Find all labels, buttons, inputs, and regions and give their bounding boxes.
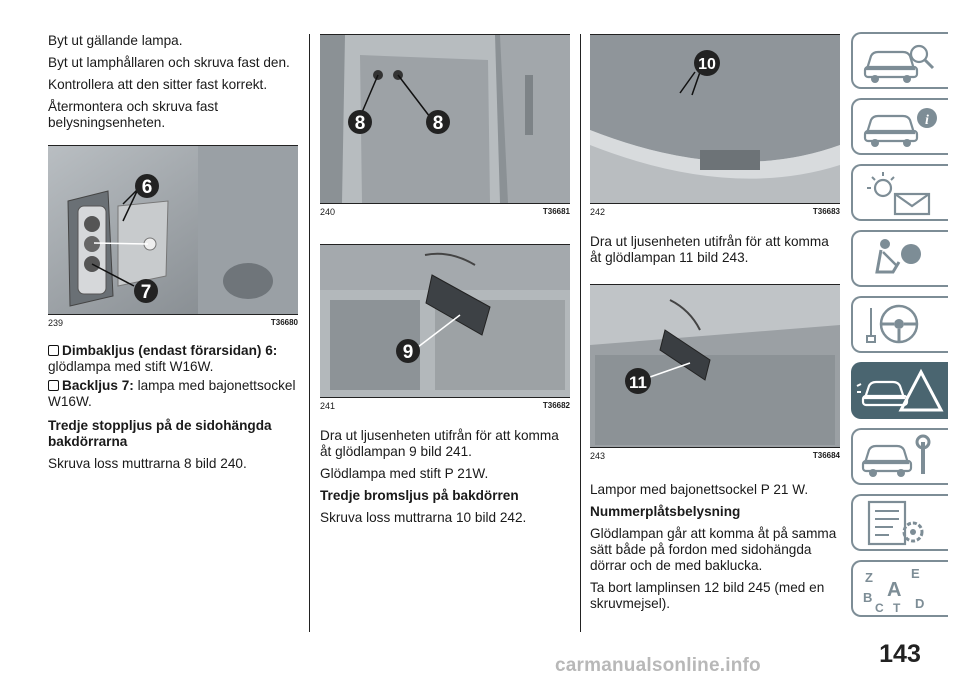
figure-code: T36684 <box>812 451 840 460</box>
callout-7 <box>134 279 158 303</box>
figure-242 <box>590 34 840 204</box>
svg-text:Z: Z <box>865 570 873 585</box>
instruction-text: Dra ut ljusenheten utifrån för att komma åt glödlampan 9 bild 241. <box>320 428 559 459</box>
tab-knowing-vehicle[interactable] <box>851 32 948 89</box>
tab-servicing-care[interactable] <box>851 428 948 485</box>
figure-code: T36682 <box>542 401 570 410</box>
watermark-text: carmanualsonline.info <box>555 655 761 676</box>
svg-text:6: 6 <box>141 177 153 198</box>
callout-8a <box>348 110 372 134</box>
figure-caption <box>320 398 570 412</box>
figure-caption <box>590 448 840 462</box>
instruction-text: Kontrollera att den sitter fast korrekt. <box>48 77 268 92</box>
page-number: 143 <box>879 640 921 668</box>
section-heading: Tredje bromsljus på bakdörren <box>320 488 519 503</box>
instruction-text: Dra ut ljusenheten utifrån för att komma åt glödlampan 11 bild 243. <box>590 234 829 265</box>
car-magnifier-icon <box>853 34 948 87</box>
figure-number: 240 <box>320 207 336 217</box>
column-1 <box>48 0 298 472</box>
callout-9 <box>396 339 420 363</box>
instruction-text: Skruva loss muttrarna 8 bild 240. <box>48 456 247 471</box>
figure-239 <box>48 145 298 315</box>
instruction-text: Glödlampa med stift P 21W. <box>320 466 489 481</box>
figure-number: 243 <box>590 451 606 461</box>
svg-text:C: C <box>875 601 884 615</box>
callout-6 <box>135 174 159 198</box>
tab-emergency[interactable] <box>851 362 948 419</box>
column-divider <box>580 34 581 632</box>
svg-text:A: A <box>887 579 902 601</box>
figure-code: T36681 <box>542 207 570 216</box>
figure-number: 241 <box>320 401 336 411</box>
callout-11 <box>625 368 651 394</box>
instruction-text: Återmontera och skruva fast belysningsenheten. <box>48 99 218 130</box>
figure-caption <box>590 204 840 218</box>
steering-wheel-icon <box>853 298 948 351</box>
figure-241 <box>320 244 570 398</box>
instruction-text: Byt ut gällande lampa. <box>48 33 183 48</box>
svg-text:E: E <box>911 566 920 581</box>
svg-text:B: B <box>863 590 873 605</box>
section-heading: Tredje stoppljus på de sidohängda bakdörrarna <box>48 418 272 449</box>
car-wrench-icon <box>853 430 948 483</box>
tailgate-light-unit-image <box>590 285 840 447</box>
figure-caption <box>320 204 570 218</box>
bullet-reverse-light: Backljus 7: lampa med bajonettsockel W16W. <box>48 378 296 409</box>
figure-number: 239 <box>48 318 64 328</box>
specifications-gear-icon <box>853 496 948 549</box>
callout-8b <box>426 110 450 134</box>
rear-light-cluster-image <box>48 146 298 314</box>
checkbox-bullet-icon <box>48 380 59 391</box>
instruction-text: Byt ut lamphållaren och skruva fast den. <box>48 55 290 70</box>
tab-starting-driving[interactable] <box>851 296 948 353</box>
figure-caption <box>48 315 298 329</box>
figure-code: T36680 <box>270 318 298 327</box>
svg-text:D: D <box>915 596 925 611</box>
svg-text:9: 9 <box>402 342 414 363</box>
tab-safety[interactable] <box>851 230 948 287</box>
car-info-icon <box>853 100 948 153</box>
instruction-text: Skruva loss muttrarna 10 bild 242. <box>320 510 527 525</box>
instruction-text: Glödlampan går att komma åt på samma sätt både på fordon med sidohängda dörrar och de med baklucka. <box>590 526 837 573</box>
tab-dashboard[interactable] <box>851 98 948 155</box>
column-divider <box>309 34 310 632</box>
svg-text:i: i <box>925 113 929 128</box>
svg-text:11: 11 <box>629 373 647 392</box>
column-2 <box>320 0 570 526</box>
car-breakdown-warning-icon <box>853 364 948 417</box>
figure-number: 242 <box>590 207 606 217</box>
tab-technical-specifications[interactable] <box>851 494 948 551</box>
tab-index[interactable] <box>851 560 948 617</box>
svg-text:10: 10 <box>698 56 716 73</box>
svg-text:8: 8 <box>432 113 444 134</box>
svg-text:7: 7 <box>140 282 152 303</box>
figure-240 <box>320 34 570 204</box>
instruction-text: Lampor med bajonettsockel P 21 W. <box>590 482 809 497</box>
svg-text:8: 8 <box>354 113 366 134</box>
svg-text:T: T <box>893 601 901 615</box>
tab-safety-lights[interactable] <box>851 164 948 221</box>
figure-code: T36683 <box>812 207 840 216</box>
brake-light-unit-image <box>320 245 570 397</box>
callout-10 <box>694 50 720 76</box>
rear-door-top-image <box>320 35 570 203</box>
checkbox-bullet-icon <box>48 345 59 356</box>
column-3 <box>590 0 840 612</box>
bullet-fog-light: Dimbakljus (endast förarsidan) 6: glödlampa med stift W16W. <box>48 343 278 374</box>
section-heading: Nummerplåtsbelysning <box>590 504 741 519</box>
tailgate-image <box>590 35 840 203</box>
instruction-text: Ta bort lamplinsen 12 bild 245 (med en skruvmejsel). <box>590 580 825 611</box>
airbag-steering-icon <box>853 232 948 285</box>
figure-243 <box>590 284 840 448</box>
warning-lights-message-icon <box>853 166 948 219</box>
alphabetical-index-icon <box>853 562 948 615</box>
